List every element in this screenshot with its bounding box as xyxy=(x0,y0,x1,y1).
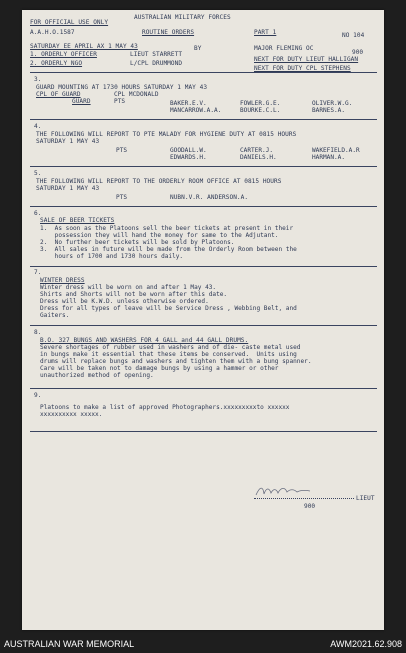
guard-mounting-line: GUARD MOUNTING AT 1730 HOURS SATURDAY 1 MAY 43 xyxy=(36,84,208,91)
duty-officer: LIEUT STARRETT xyxy=(130,51,183,58)
order-number: NO 104 xyxy=(342,32,365,39)
orderly-room-line: THE FOLLOWING WILL REPORT TO THE ORDERLY ROOM OFFICE AT 0815 HOURS xyxy=(36,178,282,185)
guard-names-col-2: FOWLER.G.E. BOURKE.C.L. xyxy=(240,100,281,115)
guard-names-col-3: OLIVER.W.G. BARNES.A. xyxy=(312,100,353,115)
order-document xyxy=(22,10,384,630)
orderly-room-date: SATURDAY 1 MAY 43 xyxy=(36,185,100,192)
order-date: SATURDAY EE APRIL AX 1 MAY 43 xyxy=(30,43,138,50)
bungs-washers-body: Severe shortages of rubber used in washers and of die- caste metal used in bungs make it essential that these items be conserved. Units using drums will replace bungs and washers and tighten them with a bung spanner. Care will be taken not to damage bungs by using a hammer or other unauthorized method of opening. xyxy=(40,344,312,380)
section-number: 6. xyxy=(34,210,42,217)
hygiene-duty-line: THE FOLLOWING WILL REPORT TO PTE MALADY FOR HYGIENE DUTY AT 0815 HOURS xyxy=(36,131,297,138)
by-label: BY xyxy=(194,45,202,52)
orderly-room-names: NUBN.V.R. ANDERSON.A. xyxy=(170,194,249,201)
section-number: 4. xyxy=(34,123,42,130)
archive-footer xyxy=(0,635,406,653)
bungs-washers-title: B.O. 327 BUNGS AND WASHERS FOR 4 GALL and 44 GALL DRUMS. xyxy=(40,337,249,344)
signature-icon xyxy=(254,484,312,498)
photographers-body: Platoons to make a list of approved Photographers.xxxxxxxxxto xxxxxx xxxxxxxxxx xxxxx. xyxy=(40,404,290,419)
pts-label: PTS xyxy=(116,194,128,201)
archive-name: AUSTRALIAN WAR MEMORIAL xyxy=(4,639,135,649)
authority: MAJOR FLEMING OC xyxy=(254,45,314,52)
duty-officer-label: 1. ORDERLY OFFICER xyxy=(30,51,97,58)
guard-label: GUARD xyxy=(72,98,91,105)
official-use-label: FOR OFFICIAL USE ONLY xyxy=(30,19,109,26)
section-number: 3. xyxy=(34,76,42,83)
unit-code: A.A.H.O.1587 xyxy=(30,29,75,36)
divider xyxy=(30,206,377,207)
next-duty-officer: NEXT FOR DUTY LIEUT HALLIGAN xyxy=(254,56,359,63)
beer-tickets-body: 1. As soon as the Platoons sell the beer tickets at present in their possession they will hand the money for same to the Adjutant. 2. No further beer tickets will be sold by Platoons. 3. All sales in future will be made from the Orderly Room between the hours of 1700 and 1730 hours daily. xyxy=(40,225,297,261)
divider xyxy=(30,119,377,120)
divider xyxy=(30,72,377,73)
cpl-of-guard-label: CPL OF GUARD xyxy=(36,91,81,98)
winter-dress-title: WINTER DRESS xyxy=(40,277,85,284)
guard-names-col-1: BAKER.E.V. MANCARROW.A.A. xyxy=(170,100,222,115)
part-label: PART 1 xyxy=(254,29,277,36)
hygiene-date: SATURDAY 1 MAY 43 xyxy=(36,138,100,145)
section-number: 9. xyxy=(34,392,42,399)
divider xyxy=(30,325,377,326)
next-duty-ngo: NEXT FOR DUTY CPL STEPHENS xyxy=(254,65,351,72)
divider xyxy=(30,166,377,167)
hygiene-names-col-2: CARTER.J. DANIELS.H. xyxy=(240,147,277,162)
routine-orders-title: ROUTINE ORDERS xyxy=(142,29,195,36)
cpl-of-guard: CPL MCDONALD xyxy=(114,91,159,98)
signature-rank: LIEUT xyxy=(356,495,375,502)
section-number: 8. xyxy=(34,329,42,336)
authority-number: 900 xyxy=(352,49,364,56)
duty-ngo: L/CPL DRUMMOND xyxy=(130,60,183,67)
duty-ngo-label: 2. ORDERLY NGO xyxy=(30,60,83,67)
beer-tickets-title: SALE OF BEER TICKETS xyxy=(40,217,115,224)
divider xyxy=(30,431,377,432)
section-number: 5. xyxy=(34,170,42,177)
archive-id: AWM2021.62.908 xyxy=(330,639,402,649)
hygiene-names-col-1: GOODALL.W. EDWARDS.H. xyxy=(170,147,207,162)
pts-label: PTS xyxy=(114,98,126,105)
divider xyxy=(30,388,377,389)
divider xyxy=(30,266,377,267)
organization-title: AUSTRALIAN MILITARY FORCES xyxy=(134,14,231,21)
hygiene-names-col-3: WAKEFIELD.A.R HARMAN.A. xyxy=(312,147,360,162)
signature-line xyxy=(254,498,354,499)
winter-dress-body: Winter dress will be worn on and after 1 May 43. Shirts and Shorts will not be worn after this date. Dress will be K.W.D. unless otherwise ordered. Dress for all types of leave will be Service Dress , Webbing Belt, and Gaiters. xyxy=(40,284,297,320)
pts-label: PTS xyxy=(116,147,128,154)
signature-unit-number: 900 xyxy=(304,503,316,510)
section-number: 7. xyxy=(34,269,42,276)
